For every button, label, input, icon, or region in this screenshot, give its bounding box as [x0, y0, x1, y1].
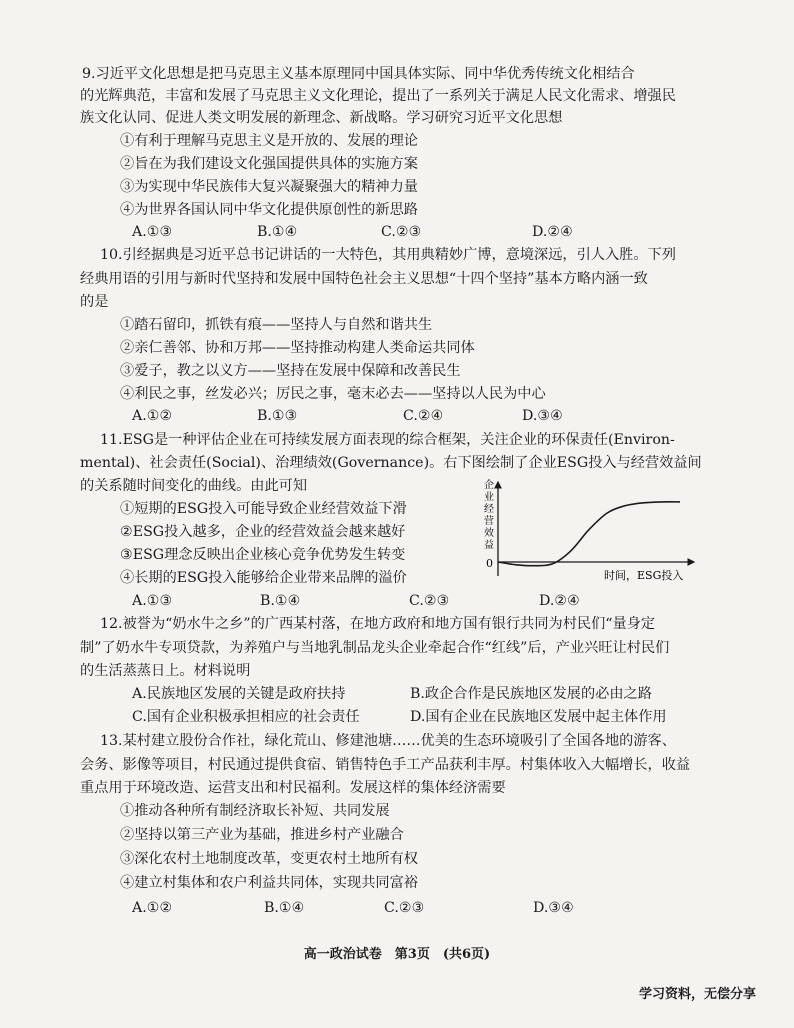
- q12-option-c: C.国有企业积极承担相应的社会责任: [132, 709, 360, 725]
- chart-y-axis-label: [484, 478, 494, 551]
- chart-y-label-char: 经: [484, 504, 494, 515]
- q12-stem-line1: 12.被誉为“奶水牛之乡”的广西某村落，在地方政府和地方国有银行共同为村民们“量身定: [100, 616, 656, 632]
- q11-stem-line3: 的关系随时间变化的曲线。由此可知: [80, 478, 308, 494]
- q13-option-1: ①推动各种所有制经济取长补短、共同发展: [120, 803, 390, 819]
- q13-stem-line1: 13.某村建立股份合作社，绿化荒山、修建池塘……优美的生态环境吸引了全国各地的游客、: [100, 733, 676, 749]
- q9-answer-c: C.②③: [381, 224, 422, 240]
- q11-option-1: ①短期的ESG投入可能导致企业经营效益下滑: [120, 501, 407, 517]
- q9-stem-line1: 9.习近平文化思想是把马克思主义基本原理同中国具体实际、同中华优秀传统文化相结合: [82, 66, 635, 82]
- chart-y-label-char: 业: [484, 492, 494, 503]
- q9-answer-b: B.①④: [257, 224, 298, 240]
- q9-option-1: ①有利于理解马克思主义是开放的、发展的理论: [120, 133, 418, 149]
- q10-answer-c: C.②④: [403, 408, 444, 424]
- q12-stem-line3: 的生活蒸蒸日上。材料说明: [80, 663, 251, 679]
- q13-option-2: ②坚持以第三产业为基础，推进乡村产业融合: [120, 827, 404, 843]
- q10-answer-d: D.③④: [522, 408, 563, 424]
- chart-y-label-char: 效: [484, 528, 494, 539]
- q11-stem-line2: mental)、社会责任(Social)、治理绩效(Governance)。右下图绘制了企业ESG投入与经营效益间: [80, 455, 702, 471]
- chart-y-label-char: 企: [484, 480, 494, 491]
- q11-answer-b: B.①④: [260, 593, 301, 609]
- q12-stem-line2: 制”了奶水牛专项贷款，为养殖户与当地乳制品龙头企业牵起合作“红线”后，产业兴旺让村民们: [80, 640, 670, 656]
- q12-option-b: B.政企合作是民族地区发展的必由之路: [410, 686, 652, 702]
- q9-option-3: ③为实现中华民族伟大复兴凝聚强大的精神力量: [120, 179, 418, 195]
- q9-option-2: ②旨在为我们建设文化强国提供具体的实施方案: [120, 156, 418, 172]
- q13-answer-c: C.②③: [384, 900, 425, 916]
- q11-option-3: ③ESG理念反映出企业核心竞争优势发生转变: [120, 547, 406, 563]
- chart-origin-label: 0: [486, 557, 493, 570]
- q11-answer-c: C.②③: [409, 593, 450, 609]
- q13-stem-line2: 会务、影像等项目，村民通过提供食宿、销售特色手工产品获利丰厚。村集体收入大幅增长，收益: [80, 757, 691, 773]
- esg-chart: [480, 476, 700, 588]
- q13-option-3: ③深化农村土地制度改革，变更农村土地所有权: [120, 851, 418, 867]
- q9-stem-line3: 族文化认同、促进人类文明发展的新理念、新战略。学习研究习近平文化思想: [80, 110, 563, 126]
- q13-option-4: ④建立村集体和农户利益共同体，实现共同富裕: [120, 875, 418, 891]
- q10-option-1: ①踏石留印，抓铁有痕——坚持人与自然和谐共生: [120, 317, 433, 333]
- q11-option-2: ②ESG投入越多，企业的经营效益会越来越好: [120, 524, 406, 540]
- q11-answer-a: A.①③: [132, 593, 173, 609]
- q11-option-4: ④长期的ESG投入能够给企业带来品牌的溢价: [120, 570, 407, 586]
- q13-answer-b: B.①④: [264, 900, 305, 916]
- q10-stem-line1: 10.引经据典是习近平总书记讲话的一大特色，其用典精妙广博，意境深远，引人入胜。下列: [100, 247, 676, 263]
- q10-option-2: ②亲仁善邻、协和万邦——坚持推动构建人类命运共同体: [120, 340, 475, 356]
- q13-stem-line3: 重点用于环境改造、运营支出和村民福利。发展这样的集体经济需要: [80, 780, 506, 796]
- chart-y-label-char: 营: [484, 516, 494, 527]
- q10-option-4: ④利民之事，丝发必兴；厉民之事，毫末必去——坚持以人民为中心: [120, 386, 546, 402]
- q9-stem-line2: 的光辉典范，丰富和发展了马克思主义文化理论，提出了一系列关于满足人民文化需求、增强民: [80, 88, 676, 104]
- q12-option-a: A.民族地区发展的关键是政府扶持: [132, 686, 346, 702]
- q13-answer-a: A.①②: [132, 900, 173, 916]
- q9-answer-d: D.②④: [532, 224, 573, 240]
- q9-answer-a: A.①③: [132, 224, 173, 240]
- chart-series-line: [498, 502, 680, 566]
- q13-answer-d: D.③④: [533, 900, 574, 916]
- q10-stem-line3: 的是: [80, 294, 109, 310]
- q11-answer-d: D.②④: [539, 593, 580, 609]
- q10-stem-line2: 经典用语的引用与新时代坚持和发展中国特色社会主义思想“十四个坚持”基本方略内涵一致: [80, 271, 648, 287]
- chart-y-label-char: 益: [484, 540, 494, 551]
- page-footer: 高一政治试卷 第3页 (共6页): [303, 947, 491, 962]
- q10-answer-b: B.①③: [257, 408, 298, 424]
- q11-stem-line1: 11.ESG是一种评估企业在可持续发展方面表现的综合框架，关注企业的环保责任(Environ-: [100, 432, 675, 448]
- q12-option-d: D.国有企业在民族地区发展中起主体作用: [410, 709, 667, 725]
- chart-x-axis-label: 时间，ESG投入: [604, 569, 684, 582]
- q9-option-4: ④为世界各国认同中华文化提供原创性的新思路: [120, 202, 418, 218]
- q10-option-3: ③爱子，教之以义方——坚持在发展中保障和改善民生: [120, 363, 461, 379]
- q10-answer-a: A.①②: [132, 408, 173, 424]
- corner-watermark-text: 学习资料，无偿分享: [638, 987, 756, 1002]
